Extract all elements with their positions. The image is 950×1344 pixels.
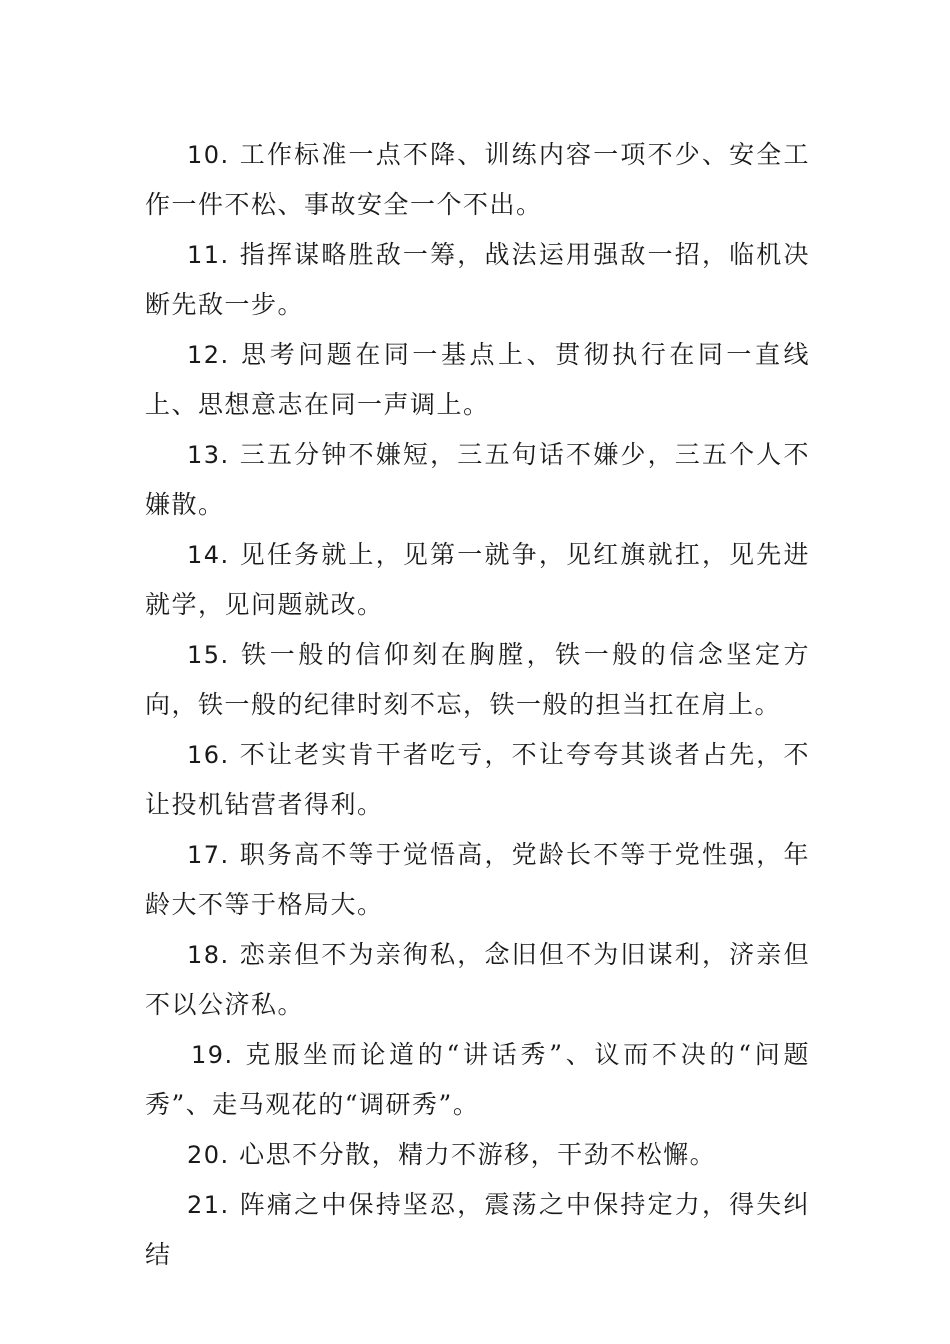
item-number: 15. (187, 641, 230, 669)
item-text: 不让老实肯干者吃亏，不让夸夸其谈者占先，不让投机钻营者得利。 (145, 740, 810, 819)
item-number: 16. (187, 741, 230, 769)
item-text: 恋亲但不为亲徇私，念旧但不为旧谋利，济亲但不以公济私。 (145, 940, 810, 1019)
list-item-16 (145, 730, 810, 830)
item-text: 克服坐而论道的“讲话秀”、议而不决的“问题秀”、走马观花的“调研秀”。 (145, 1040, 810, 1119)
list-item-21 (145, 1180, 810, 1280)
list-item-15 (145, 630, 810, 730)
item-number: 12. (187, 341, 230, 369)
list-item-11 (145, 230, 810, 330)
list-item-10 (145, 130, 810, 230)
item-number: 13. (187, 441, 230, 469)
document-body (145, 130, 810, 1280)
item-text: 铁一般的信仰刻在胸膛，铁一般的信念坚定方向，铁一般的纪律时刻不忘，铁一般的担当扛在肩上。 (145, 640, 810, 719)
item-text: 职务高不等于觉悟高，党龄长不等于党性强，年龄大不等于格局大。 (145, 840, 810, 919)
item-number: 17. (187, 841, 230, 869)
item-text: 心思不分散，精力不游移，干劲不松懈。 (229, 1140, 717, 1169)
item-number: 14. (187, 541, 230, 569)
list-item-20 (145, 1130, 810, 1180)
list-item-14 (145, 530, 810, 630)
item-text: 见任务就上，见第一就争，见红旗就扛，见先进就学，见问题就改。 (145, 540, 810, 619)
list-item-13 (145, 430, 810, 530)
list-item-19 (145, 1030, 810, 1130)
item-text: 思考问题在同一基点上、贯彻执行在同一直线上、思想意志在同一声调上。 (145, 340, 810, 419)
list-item-18 (145, 930, 810, 1030)
item-text: 三五分钟不嫌短，三五句话不嫌少，三五个人不嫌散。 (145, 440, 810, 519)
item-number: 19. (191, 1041, 234, 1069)
item-text: 工作标准一点不降、训练内容一项不少、安全工作一件不松、事故安全一个不出。 (145, 140, 810, 219)
item-number: 18. (187, 941, 230, 969)
item-number: 21. (187, 1191, 230, 1219)
item-text: 阵痛之中保持坚忍，震荡之中保持定力，得失纠结 (145, 1190, 810, 1269)
item-text: 指挥谋略胜敌一筹，战法运用强敌一招，临机决断先敌一步。 (145, 240, 810, 319)
item-number: 11. (187, 241, 230, 269)
list-item-12 (145, 330, 810, 430)
item-number: 20. (187, 1141, 230, 1169)
item-number: 10. (187, 141, 230, 169)
list-item-17 (145, 830, 810, 930)
